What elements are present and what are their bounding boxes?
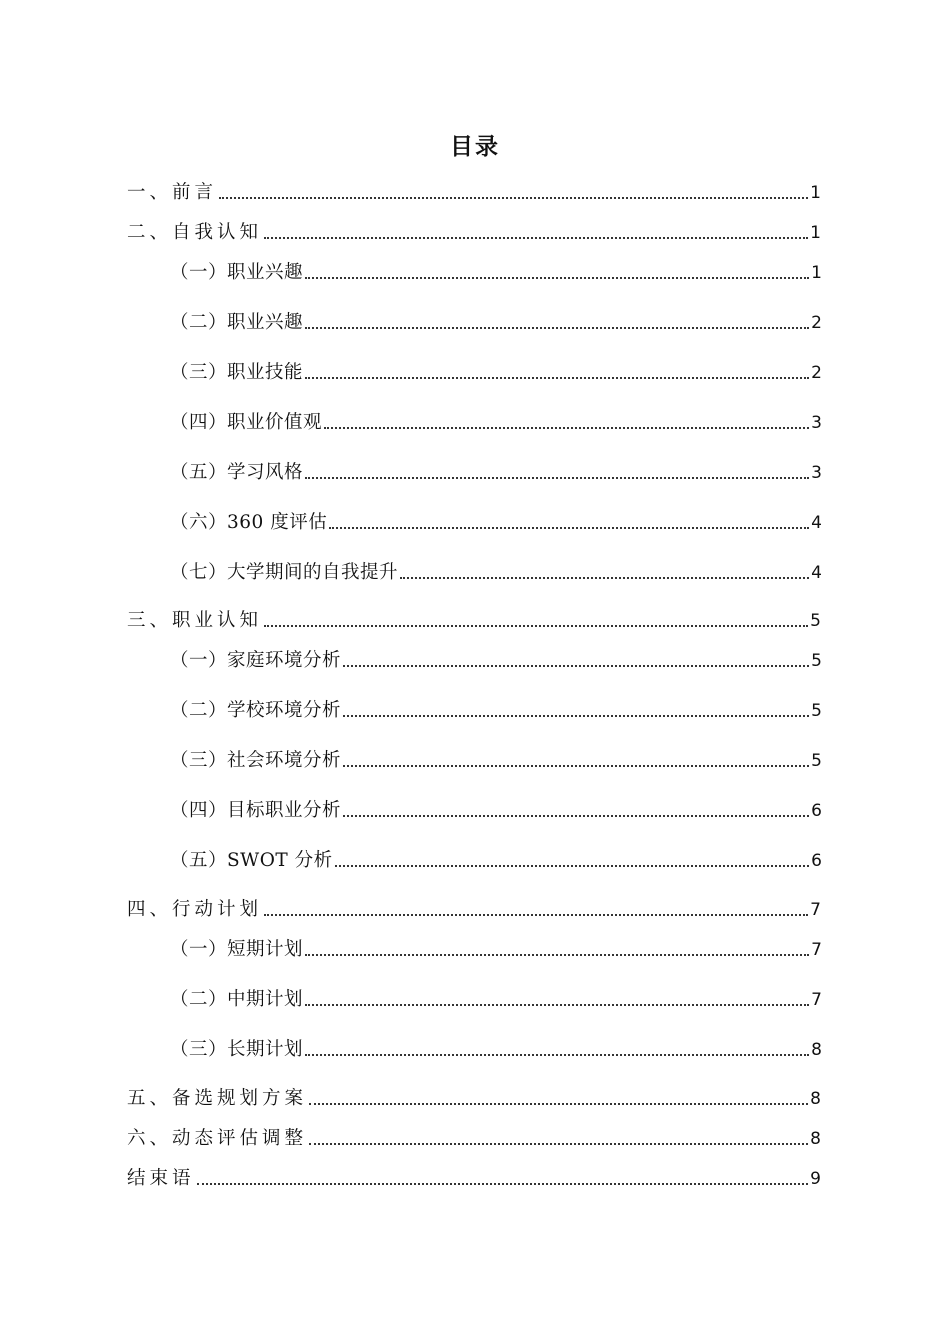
toc-dot-leader xyxy=(335,865,810,867)
toc-dot-leader xyxy=(343,815,809,817)
toc-entry[interactable] xyxy=(170,510,822,536)
toc-entry-page-number: 8 xyxy=(811,1040,822,1060)
toc-entry-label: （一）职业兴趣 xyxy=(170,262,304,283)
toc-dot-leader xyxy=(305,1054,809,1056)
toc-entry-page-number: 4 xyxy=(811,563,822,583)
toc-entry-page-number: 2 xyxy=(811,313,822,333)
toc-entry-label: 四、行动计划 xyxy=(127,899,263,920)
toc-dot-leader xyxy=(219,197,808,199)
toc-entry-label: （七）大学期间的自我提升 xyxy=(170,562,399,583)
toc-entry-page-number: 5 xyxy=(811,651,822,671)
toc-dot-leader xyxy=(343,765,809,767)
toc-dot-leader xyxy=(343,715,809,717)
toc-entry[interactable] xyxy=(170,848,822,874)
toc-dot-leader xyxy=(305,477,809,479)
toc-entry-label: （三）社会环境分析 xyxy=(170,750,342,771)
toc-entry[interactable] xyxy=(127,1086,821,1112)
toc-entry[interactable] xyxy=(170,1037,822,1063)
toc-entry[interactable] xyxy=(170,648,822,674)
toc-entry-label: （一）家庭环境分析 xyxy=(170,650,342,671)
toc-entry-page-number: 7 xyxy=(810,900,821,920)
toc-dot-leader xyxy=(305,327,809,329)
toc-dot-leader xyxy=(309,1103,808,1105)
toc-entry[interactable] xyxy=(127,1126,821,1152)
toc-entry-page-number: 9 xyxy=(810,1169,821,1189)
toc-entry-label: （三）职业技能 xyxy=(170,362,304,383)
toc-entry-page-number: 2 xyxy=(811,363,822,383)
toc-entry-page-number: 6 xyxy=(811,851,822,871)
toc-entry-label: （二）职业兴趣 xyxy=(170,312,304,333)
page-title: 目录 xyxy=(450,134,500,160)
toc-entry-page-number: 8 xyxy=(810,1129,821,1149)
toc-entry-page-number: 3 xyxy=(811,463,822,483)
toc-dot-leader xyxy=(343,665,809,667)
toc-dot-leader xyxy=(264,914,808,916)
toc-entry[interactable] xyxy=(170,310,822,336)
toc-entry[interactable] xyxy=(127,1166,821,1192)
toc-dot-leader xyxy=(264,237,808,239)
toc-entry-page-number: 3 xyxy=(811,413,822,433)
toc-entry[interactable] xyxy=(170,987,822,1013)
toc-entry-label: （二）学校环境分析 xyxy=(170,700,342,721)
toc-entry-page-number: 4 xyxy=(811,513,822,533)
toc-dot-leader xyxy=(305,954,809,956)
toc-dot-leader xyxy=(264,625,808,627)
toc-entry-label: 一、前言 xyxy=(127,182,218,203)
toc-dot-leader xyxy=(197,1183,809,1185)
toc-dot-leader xyxy=(400,577,809,579)
toc-entry-label: （二）中期计划 xyxy=(170,989,304,1010)
toc-entry[interactable] xyxy=(170,560,822,586)
toc-dot-leader xyxy=(324,427,809,429)
toc-entry-label: 三、职业认知 xyxy=(127,610,263,631)
toc-entry[interactable] xyxy=(127,220,821,246)
toc-entry[interactable] xyxy=(127,897,821,923)
toc-dot-leader xyxy=(305,1004,809,1006)
toc-entry-page-number: 5 xyxy=(811,701,822,721)
toc-entry-label: （六）360 度评估 xyxy=(170,512,328,533)
toc-entry-label: （一）短期计划 xyxy=(170,939,304,960)
toc-entry-label: 六、动态评估调整 xyxy=(127,1128,308,1149)
toc-dot-leader xyxy=(329,527,809,529)
toc-entry[interactable] xyxy=(170,410,822,436)
toc-entry[interactable] xyxy=(170,360,822,386)
toc-entry-label: 二、自我认知 xyxy=(127,222,263,243)
toc-entry[interactable] xyxy=(170,460,822,486)
toc-entry-page-number: 1 xyxy=(810,223,821,243)
toc-entry-page-number: 5 xyxy=(810,611,821,631)
toc-entry[interactable] xyxy=(170,748,822,774)
toc-entry-label: （五）SWOT 分析 xyxy=(170,850,333,871)
toc-entry[interactable] xyxy=(170,698,822,724)
toc-dot-leader xyxy=(309,1143,808,1145)
toc-entry[interactable] xyxy=(170,260,822,286)
toc-entry-label: 五、备选规划方案 xyxy=(127,1088,308,1109)
toc-entry-label: 结束语 xyxy=(127,1168,195,1189)
toc-entry-page-number: 1 xyxy=(810,183,821,203)
toc-entry-label: （四）目标职业分析 xyxy=(170,800,342,821)
toc-entry-label: （三）长期计划 xyxy=(170,1039,304,1060)
toc-dot-leader xyxy=(305,377,809,379)
toc-entry[interactable] xyxy=(127,180,821,206)
toc-entry-label: （五）学习风格 xyxy=(170,462,304,483)
toc-entry-page-number: 1 xyxy=(811,263,822,283)
toc-dot-leader xyxy=(305,277,809,279)
toc-entry-page-number: 7 xyxy=(811,940,822,960)
toc-entry-page-number: 5 xyxy=(811,751,822,771)
toc-entry-label: （四）职业价值观 xyxy=(170,412,323,433)
toc-entry-page-number: 7 xyxy=(811,990,822,1010)
toc-entry[interactable] xyxy=(170,937,822,963)
toc-entry[interactable] xyxy=(127,608,821,634)
toc-entry[interactable] xyxy=(170,798,822,824)
toc-entry-page-number: 8 xyxy=(810,1089,821,1109)
toc-entry-page-number: 6 xyxy=(811,801,822,821)
